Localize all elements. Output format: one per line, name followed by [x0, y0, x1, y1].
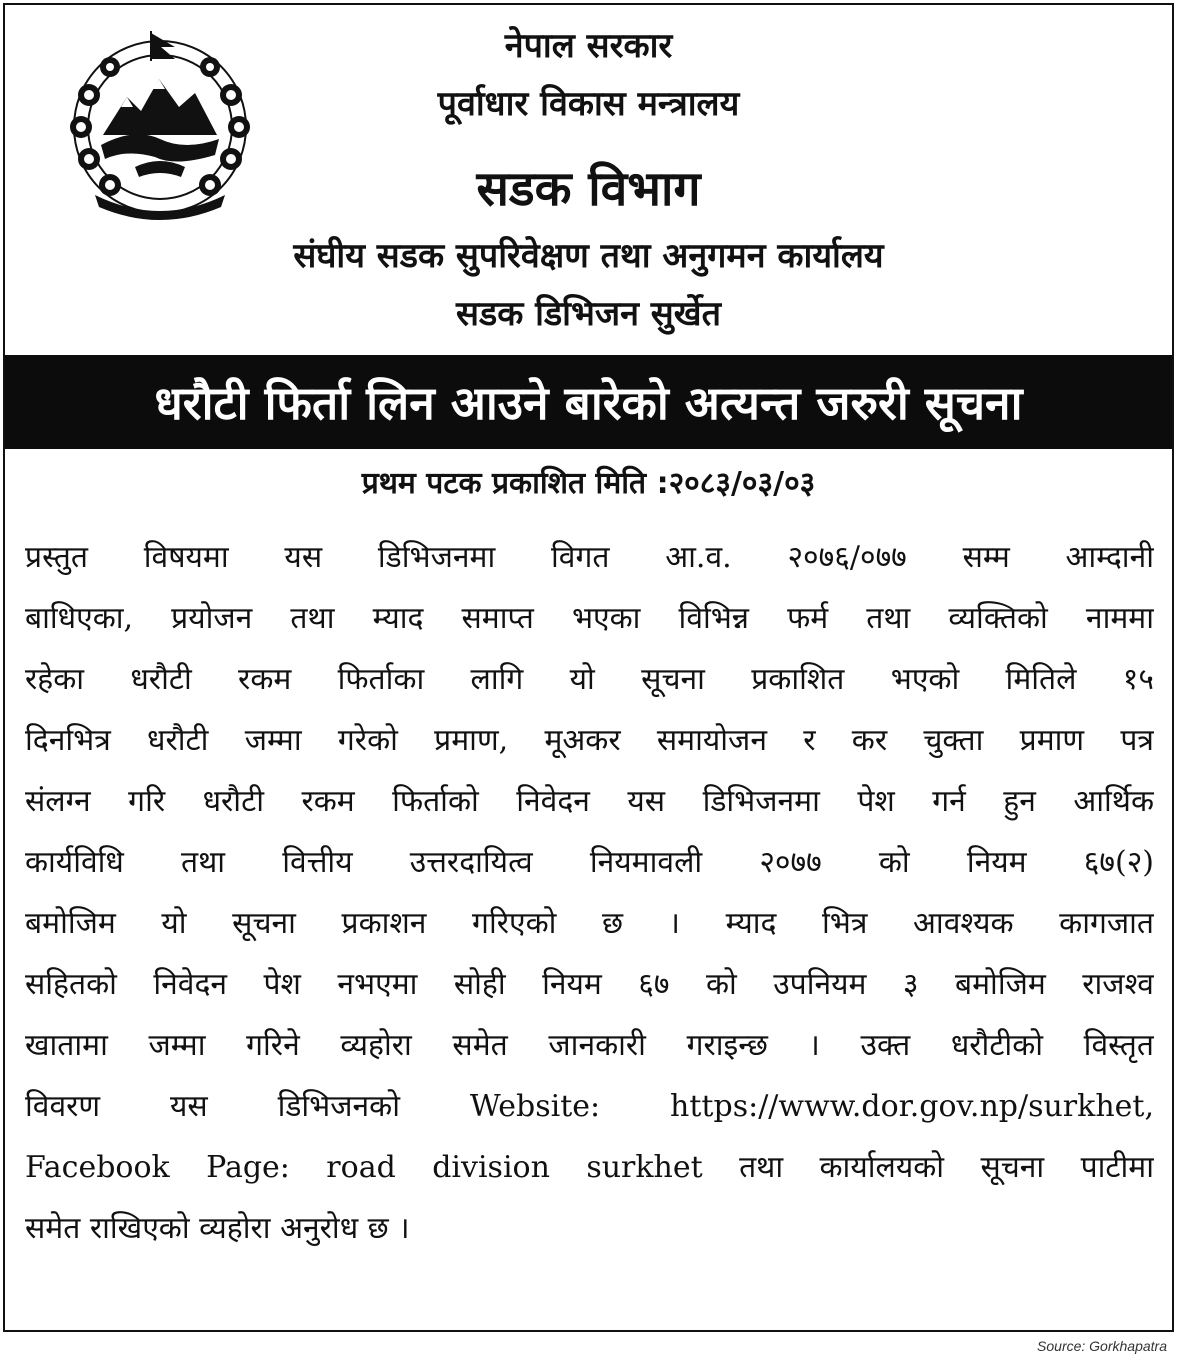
- body-line: बमोजिम यो सूचना प्रकाशन गरिएको छ । म्याद भित्र आवश्यक कागजात: [25, 906, 1154, 941]
- body-line: कार्यविधि तथा वित्तीय उत्तरदायित्व नियमावली २०७७ को नियम ६७(२): [25, 845, 1154, 880]
- body-line: दिनभित्र धरौटी जम्मा गरेको प्रमाण, मूअकर समायोजन र कर चुक्ता प्रमाण पत्र: [25, 723, 1154, 758]
- source-credit: Source: Gorkhapatra: [1037, 1338, 1167, 1354]
- notice-body: [25, 527, 1154, 1259]
- notice-title-bar: [5, 355, 1172, 449]
- body-line: संलग्न गरि धरौटी रकम फिर्ताको निवेदन यस डिभिजनमा पेश गर्न हुन आर्थिक: [25, 784, 1154, 819]
- body-line: खातामा जम्मा गरिने व्यहोरा समेत जानकारी गराइन्छ । उक्त धरौटीको विस्तृत: [25, 1028, 1154, 1063]
- notice-box: [3, 3, 1174, 1332]
- body-line: समेत राखिएको व्यहोरा अनुरोध छ ।: [25, 1211, 410, 1246]
- ministry-name: पूर्वाधार विकास मन्त्रालय: [437, 84, 740, 124]
- body-line: बाधिएका, प्रयोजन तथा म्याद समाप्त भएका विभिन्न फर्म तथा व्यक्तिको नाममा: [25, 601, 1154, 636]
- body-line: सहितको निवेदन पेश नभएमा सोही नियम ६७ को उपनियम ३ बमोजिम राजश्व: [25, 967, 1154, 1002]
- office-name: संघीय सडक सुपरिवेक्षण तथा अनुगमन कार्यालय: [293, 236, 884, 276]
- body-line: Facebook Page: road division surkhet तथा कार्यालयको सूचना पाटीमा: [25, 1150, 1154, 1185]
- body-line: प्रस्तुत विषयमा यस डिभिजनमा विगत आ.व. २०७६/०७७ सम्म आम्दानी: [25, 540, 1154, 575]
- body-line: रहेका धरौटी रकम फिर्ताका लागि यो सूचना प्रकाशित भएको मितिले १५: [25, 662, 1154, 697]
- division-name: सडक डिभिजन सुर्खेत: [456, 294, 721, 334]
- body-line: विवरण यस डिभिजनको Website: https://www.dor.gov.np/surkhet,: [25, 1089, 1154, 1124]
- notice-title: धरौटी फिर्ता लिन आउने बारेको अत्यन्त जरुरी सूचना: [154, 376, 1023, 430]
- publication-date: प्रथम पटक प्रकाशित मिति :२०८३/०३/०३: [361, 466, 816, 501]
- department-name: सडक विभाग: [476, 161, 701, 217]
- government-name: नेपाल सरकार: [504, 26, 673, 66]
